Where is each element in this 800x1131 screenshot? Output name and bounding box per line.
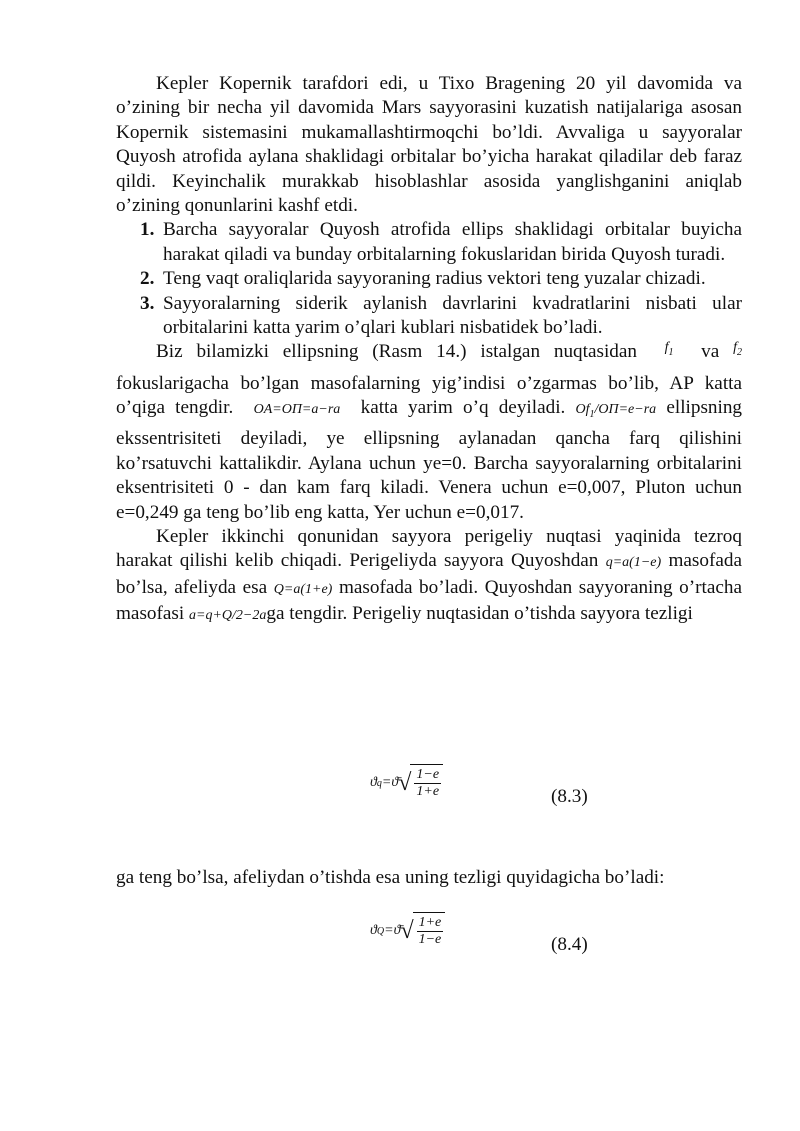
perihelion-velocity-equation bbox=[370, 764, 443, 802]
equation-number: (8.4) bbox=[551, 934, 588, 955]
equals-sign: = bbox=[384, 923, 394, 938]
ellipse-paragraph bbox=[116, 340, 742, 524]
radical-sign-icon: √ bbox=[398, 770, 412, 796]
velocity-symbol: ϑ bbox=[370, 775, 377, 790]
formula-8-4 bbox=[116, 912, 742, 972]
velocity-symbol: ϑ bbox=[370, 923, 377, 938]
eccentricity-formula bbox=[575, 402, 657, 420]
radicand bbox=[410, 764, 443, 802]
radical-sign-icon: √ bbox=[400, 918, 414, 944]
law-text: Barcha sayyoralar Quyosh atrofida ellips shaklidagi orbitalar buyicha harakat qiladi va bunday orbitalarning fokuslaridan birida Quyosh turadi. bbox=[163, 219, 742, 265]
law-number: 1. bbox=[140, 219, 155, 241]
aphelion-distance-formula: Q=a(1+e) bbox=[273, 581, 333, 597]
mean-distance-formula: a=q+Q/2−2a bbox=[189, 608, 267, 624]
fraction-numerator: 1−e bbox=[416, 767, 440, 782]
law-text: Sayyoralarning siderik aylanish davrlarini kvadratlarini nisbati ular orbitalarini katta yarim o’qlari kublari nisbatidek bo’ladi. bbox=[163, 292, 742, 339]
fraction-denominator: 1−e bbox=[418, 932, 442, 947]
law-number: 2. bbox=[140, 268, 155, 290]
square-root bbox=[398, 764, 443, 802]
square-root bbox=[400, 912, 445, 950]
fraction bbox=[414, 767, 441, 800]
fraction-numerator: 1+e bbox=[418, 915, 442, 930]
velocity-subscript: Q bbox=[376, 925, 385, 937]
radicand bbox=[413, 912, 446, 950]
law-text: Teng vaqt oraliqlarida sayyoraning radius vektori teng yuzalar chizadi. bbox=[163, 268, 706, 290]
text-run: masofada bo’ladi. Quyoshdan sayyoraning o’rtacha masofasi bbox=[116, 576, 743, 625]
text-run: va bbox=[701, 341, 720, 363]
focus-f1 bbox=[664, 340, 674, 359]
mean-velocity-symbol: ϑ̄ bbox=[393, 923, 401, 938]
velocity-subscript: q bbox=[376, 777, 382, 789]
law-item bbox=[116, 218, 742, 267]
text-run: masofada bo’lsa, afeliyda esa bbox=[116, 550, 742, 598]
fraction bbox=[417, 915, 444, 948]
equals-sign: = bbox=[381, 775, 392, 790]
formula-8-3 bbox=[116, 764, 742, 824]
text-run: fokuslarigacha bo’lgan masofalarning yig’indisi o’zgarmas bo’lib, AP katta o’qiga tengdir. bbox=[116, 372, 742, 419]
text-run: Biz bilamizki ellipsning (Rasm 14.) istalgan nuqtasidan bbox=[156, 341, 637, 363]
law-item bbox=[116, 267, 742, 291]
focus-symbol: f bbox=[733, 340, 738, 356]
focus-subscript: 2 bbox=[737, 347, 743, 359]
perihelion-paragraph bbox=[116, 525, 742, 629]
kepler-laws-list bbox=[116, 218, 742, 340]
law-item bbox=[116, 292, 742, 341]
aphelion-paragraph: ga teng bo’lsa, afeliydan o’tishda esa uning tezligi quyidagicha bo’ladi: bbox=[116, 867, 665, 888]
formula-subscript: 1 bbox=[589, 408, 595, 420]
law-number: 3. bbox=[140, 292, 155, 314]
focus-f2 bbox=[733, 340, 743, 359]
formula-part: /OП=e−ra bbox=[594, 402, 657, 418]
intro-paragraph: Kepler Kopernik tarafdori edi, u Tixo Bragening 20 yil davomida va o’zining bir necha yil davomida Mars sayyorasini kuzatish natijalariga asosan Kopernik sistemasini mukamallashtirmoqchi bo’ldi. Avvaliga u sayyoralar Quyosh atrofida aylana shaklidagi orbitalar bo’yicha harakat qiladilar deb faraz qildi. Keyinchalik murakkab hisoblashlar asosida yanglishganini aniqlab o’zining qonunlarini kashf etdi. bbox=[116, 73, 742, 217]
mean-velocity-symbol: ϑ̄ bbox=[391, 775, 399, 790]
focus-subscript: 1 bbox=[668, 347, 674, 359]
fraction-denominator: 1+e bbox=[416, 784, 440, 799]
text-run: ellipsning ekssentrisiteti deyiladi, ye ellipsning aylanadan qancha farq qilishini ko’rsatuvchi kattalikdir. Aylana uchun ye=0. Barcha sayyoralarning orbitalarini eksentrisiteti 0 - dan kam farq kiladi. Venera uchun e=0,007, Pluton uchun e=0,249 ga teng bo’lib eng katta, Yer uchun e=0,017. bbox=[116, 397, 743, 523]
text-run: ga tengdir. Perigeliy nuqtasidan o’tishda sayyora tezligi bbox=[266, 603, 693, 625]
perihelion-distance-formula: q=a(1−e) bbox=[605, 555, 662, 571]
text-run: katta yarim o’q deyiladi. bbox=[360, 397, 566, 419]
semi-major-axis-formula: OA=OП=a−ra bbox=[253, 402, 341, 418]
document-page bbox=[116, 72, 743, 955]
equation-number: (8.3) bbox=[551, 786, 588, 807]
formula-part: Of bbox=[575, 402, 590, 418]
text-run: Kepler ikkinchi qonunidan sayyora perigeliy nuqtasi yaqinida tezroq harakat qilishi kelib chiqadi. Perigeliyda sayyora Quyoshdan bbox=[116, 525, 742, 572]
aphelion-velocity-equation bbox=[370, 912, 445, 950]
focus-symbol: f bbox=[664, 340, 669, 356]
